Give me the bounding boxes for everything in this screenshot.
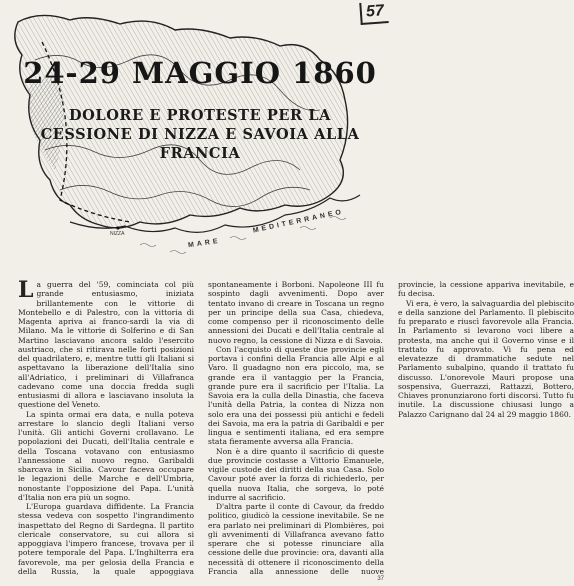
article-paragraph: Vi era, è vero, la salvaguardia del plebiscito e della sanzione del Parlamento. Il plebiscito fu preparato e riuscì favorevole alla Francia. In Parlamento si levarono voci libere a protesta, ma anche qui il Governo vinse e il trattato fu approvato. Vi fu pena ed elevatezze di drammatiche sedute nel Parlamento subalpino, quando il trattato fu discusso. L'onorevole Mauri propose una sospensiva, Guerrazzi, Rattazzi, Bottero, Chiaves pronunziarono forti discorsi. Tutto fu inutile. La discussione chiusasi lungo a Palazzo Carignano dal 24 al 29 maggio 1860. [398,298,574,419]
page-number: 57 [359,1,388,25]
drop-cap: L [18,277,34,303]
article-paragraph: Con l'acquisto di queste due provincie egli portava i confini della Francia alle Alpi e al Varo. Il guadagno non era piccolo, ma, se grande era il vantaggio per la Francia, grande pure era il sacrificio per l'Italia. La Savoia era la culla della Dinastia, che faceva l'unità della Patria, la contea di Nizza non solo era una dei possessi più antichi e fedeli dei Savoia, ma era la patria di Garibaldi e per lingua e sentimenti italiana, ed era sempre stata fieramente avversa alla Francia. [208,344,384,447]
city-label-nizza: NIZZA [110,231,125,237]
sea-label-mediterraneo: MEDITERRANEO [252,208,345,235]
footer-page-number: 37 [377,576,384,582]
sea-label-mare: MARE [187,237,221,250]
article-paragraph: La spinta ormai era data, e nulla poteva arrestare lo slancio degli Italiani verso l'unità. Gli antichi Governi crollavano. Le popolazioni dei Ducati, dell'Italia centrale e della Toscana votavano con entusiasmo l'annessione al nuovo regno. Garibaldi sbarcava in Sicilia. Cavour faceva occupare le legazioni delle Marche e dell'Umbria, nonostante l'opposizione del Papa. L'unità d'Italia non era più un sogno. [18,409,194,502]
nizza-marker [116,226,119,229]
article-paragraph: L'Europa guardava diffidente. La Francia stessa vedeva con sospetto l'ingrandimento inaspettato del Regno di Sardegna. Il partito clericale conservatore, su cui allora si appoggiava l'impero francese, trovava per il potere temporale del Papa. L'Inghilterra era favorevole, ma per gelosia della Francia e della Russia, la quale appoggiava spontaneamente i Borboni. Napoleone III fu sospinto dagli avvenimenti. Dopo aver tentato invano di creare in Toscana un regno per un principe della sua Casa, chiedeva, come compenso per il riconoscimento delle annessioni dei Ducati e dell'Italia centrale al nuovo regno, la cessione di Nizza e di Savoia. [18,280,384,576]
article-paragraph: La guerra del '59, cominciata col più grande entusiasmo, iniziata brillantemente con le vittorie di Montebello e di Palestro, con la vittoria di Magenta apriva ai franco-sardi la via di Milano. Ma le vittorie di Solferino e di San Martino lasciavano ancora saldo l'esercito austriaco, che si ritirava nelle forti posizioni del quadrilatero, e, mentre tutti gli Italiani si aspettavano la liberazione dell'Italia sino all'Adriatico, i preliminari di Villafranca cadevano come una doccia fredda sugli entusiasmi di allora e lasciavano insoluta la questione del Veneto. [18,277,194,410]
subhead: DOLORE E PROTESTE PER LA CESSIONE DI NIZZA E SAVOIA ALLA FRANCIA [40,107,360,162]
article-body [18,277,574,580]
article-paragraph: D'altra parte il conte di Cavour, da freddo politico, giudicò la cessione inevitabile. Se ne era parlato nei preliminari di Plombières, poi gli avvenimenti di Villafranca avevano fatto sperare che si potesse rinunciare alla cessione delle due provincie: ora, davanti alla necessità di ottenere il riconoscimento della Francia alla annessione delle nuove provincie, la cessione appariva inevitabile, e fu decisa. [208,280,574,576]
headline: 24-29 MAGGIO 1860 [23,56,377,90]
article-paragraph: Non è a dire quanto il sacrificio di queste due provincie costasse a Vittorio Emanuele, vigile custode dei diritti della sua Casa. Solo Cavour poté aver la forza di richiederlo, per quella nuova Italia, che sorgeva, lo poté indurre al sacrificio. [208,446,384,502]
